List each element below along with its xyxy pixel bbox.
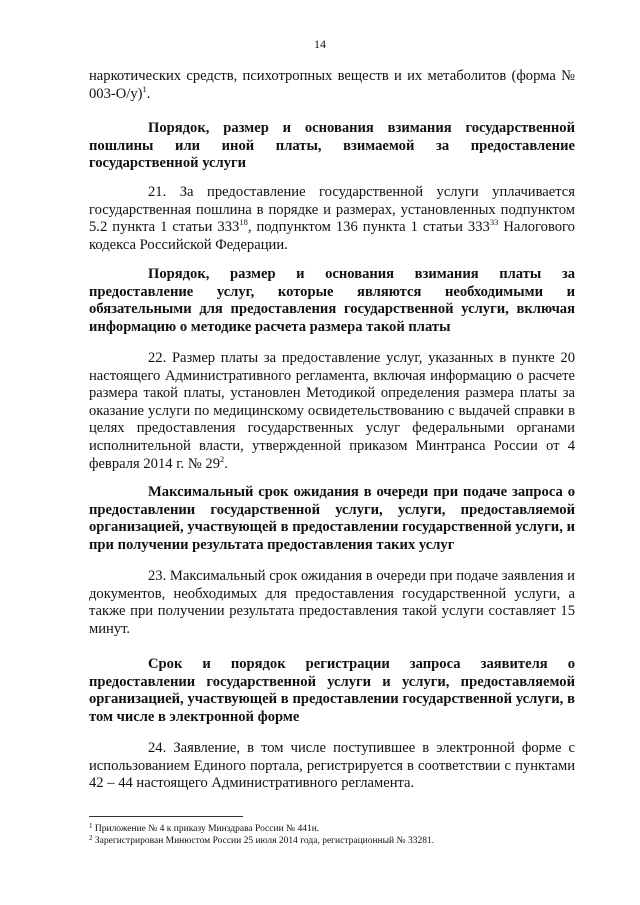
superscript-33: 33 xyxy=(489,217,499,228)
paragraph-23: 23. Максимальный срок ожидания в очереди при подаче заявления и документов, необходимых для предоставления государственной услуги, а также при получении результата предоставления такой услуги составляет 15 минут. xyxy=(89,568,575,637)
footnote-separator xyxy=(89,816,243,817)
section-heading-text: Порядок, размер и основания взимания государственной пошлины или иной платы, взимаемой за предоставление государственной услуги xyxy=(89,120,575,172)
section-heading-text: Срок и порядок регистрации запроса заявителя о предоставлении государственной услуги и услуги, предоставляемой организацией, участвующей в предоставлении государственной услуги, в том числе в электронной форме xyxy=(89,656,575,725)
page-number: 14 xyxy=(314,37,326,51)
paragraph-22: 22. Размер платы за предоставление услуг, указанных в пункте 20 настоящего Административного регламента, включая информацию о расчете размера такой платы, установлен Методикой определения размера платы за оказание услуги по медицинскому освидетельствованию с выдачей справки в целях предоставления государственных услуг федеральными органами исполнительной власти, утвержденной приказом Минтранса России от 4 февраля 2014 г. № $29^2$. xyxy=(89,350,575,472)
section-heading-registration xyxy=(89,656,575,726)
footnote-ref-2: 2 xyxy=(220,453,225,464)
paragraph-24: 24. Заявление, в том числе поступившее в электронной форме с использованием Единого портала, регистрируется в соответствии с пунктами 42 – 44 настоящего Административного регламента. xyxy=(89,740,575,792)
continued-paragraph: наркотических средств, психотропных веществ и их метаболитов (форма № 003-О/у)$^1$. xyxy=(89,68,575,102)
footnote-2: $^2$ Зарегистрирован Минюстом России 25 июля 2014 года, регистрационный № 33281. xyxy=(89,834,435,846)
footnote-1: $^1$ Приложение № 4 к приказу Минздрава России № 441н. xyxy=(89,822,320,834)
paragraph-21: 21. За предоставление государственной услуги уплачивается государственная пошлина в порядке и размерах, установленных подпунктом 5.2 пункта 1 статьи $333^{18}$, подпунктом 136 пункта 1 статьи $333^{33}$ Налогового кодекса Российской Федерации. xyxy=(89,184,575,253)
section-heading-fee xyxy=(89,120,575,173)
section-heading-text: Порядок, размер и основания взимания платы за предоставление услуг, которые являются необходимыми и обязательными для предоставления государственной услуги, включая информацию о методике расчета размера такой платы xyxy=(89,266,575,335)
section-heading-payment xyxy=(89,266,575,336)
footnote-ref-1: 1 xyxy=(142,83,147,94)
superscript-18: 18 xyxy=(239,217,248,228)
continued-text: наркотических средств, психотропных веществ и их метаболитов (форма № 003-О/у) xyxy=(89,68,575,102)
section-heading-queue xyxy=(89,484,575,554)
section-heading-text: Максимальный срок ожидания в очереди при подаче запроса о предоставлении государственной услуги, услуги, предоставляемой организацией, участвующей в предоставлении государственной услуги, и при получении результата предоставления таких услуг xyxy=(89,484,575,553)
